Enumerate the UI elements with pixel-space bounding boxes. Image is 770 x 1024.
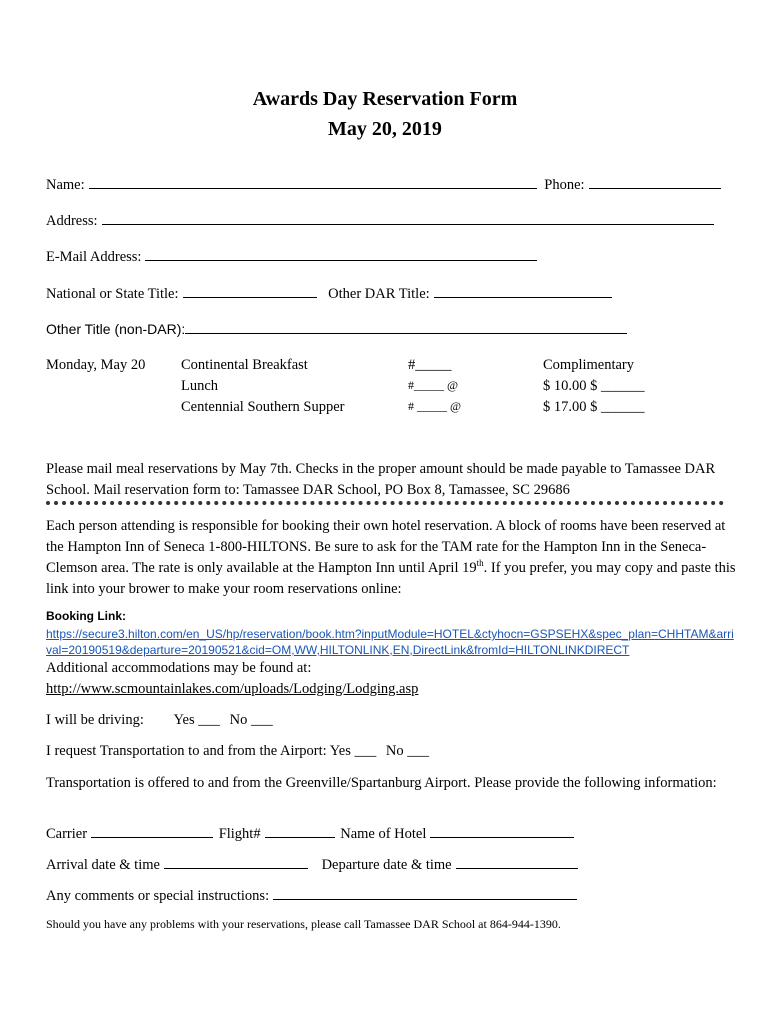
other-dar-title-field[interactable] bbox=[434, 285, 612, 298]
departure-label: Departure date & time bbox=[321, 857, 452, 873]
booking-link-label: Booking Link: bbox=[46, 609, 126, 623]
meal-price-supper[interactable]: $ 17.00 $ ______ bbox=[543, 399, 645, 415]
arrival-departure-row bbox=[46, 856, 578, 874]
other-title-label: Other Title (non-DAR): bbox=[46, 321, 186, 337]
hotel-name-field[interactable] bbox=[430, 825, 574, 838]
comments-field[interactable] bbox=[273, 887, 577, 900]
meal-name-supper: Centennial Southern Supper bbox=[181, 399, 345, 415]
address-row bbox=[46, 212, 714, 230]
email-row bbox=[46, 248, 537, 266]
name-phone-row bbox=[46, 176, 721, 194]
name-label: Name: bbox=[46, 177, 85, 193]
driving-no[interactable]: No ___ bbox=[229, 712, 273, 728]
national-title-label: National or State Title: bbox=[46, 286, 179, 302]
meal-count-supper[interactable]: # _____ @ bbox=[408, 399, 462, 413]
departure-field[interactable] bbox=[456, 856, 578, 869]
form-title: Awards Day Reservation Form bbox=[252, 88, 518, 110]
transport-request-no[interactable]: No ___ bbox=[385, 743, 429, 759]
titles-row bbox=[46, 285, 612, 303]
phone-label: Phone: bbox=[544, 177, 585, 193]
driving-yes[interactable]: Yes ___ bbox=[173, 712, 220, 728]
driving-label: I will be driving: bbox=[46, 712, 144, 728]
email-field[interactable] bbox=[145, 248, 537, 261]
transport-request-label[interactable]: I request Transportation to and from the Airport: Yes ___ bbox=[46, 743, 377, 759]
flight-row bbox=[46, 825, 574, 843]
arrival-label: Arrival date & time bbox=[46, 857, 160, 873]
arrival-field[interactable] bbox=[164, 856, 308, 869]
meal-day-label: Monday, May 20 bbox=[46, 357, 146, 373]
hotel-text-2: . If you prefer, you may copy and paste this link into your brower to make your room reservations online: bbox=[46, 560, 736, 597]
mail-notice: Please mail meal reservations by May 7th. Checks in the proper amount should be made payable to Tamassee DAR School. Mail reservation form to: Tamassee DAR School, PO Box 8, Tamassee, SC 29686 bbox=[46, 461, 716, 498]
other-title-field[interactable] bbox=[185, 321, 627, 334]
flight-number-label: Flight# bbox=[218, 826, 261, 842]
other-dar-title-label: Other DAR Title: bbox=[328, 286, 430, 302]
national-title-field[interactable] bbox=[183, 285, 317, 298]
hotel-paragraph bbox=[46, 516, 736, 600]
transport-info: Transportation is offered to and from the Greenville/Spartanburg Airport. Please provide the following information: bbox=[46, 775, 717, 791]
address-label: Address: bbox=[46, 213, 98, 229]
address-field[interactable] bbox=[102, 212, 714, 225]
meal-price-breakfast: Complimentary bbox=[543, 357, 635, 373]
hotel-text-sup: th bbox=[476, 558, 484, 569]
hotel-name-label: Name of Hotel bbox=[340, 826, 427, 842]
meal-price-lunch[interactable]: $ 10.00 $ ______ bbox=[543, 378, 645, 394]
name-field[interactable] bbox=[89, 176, 537, 189]
other-title-row bbox=[46, 321, 627, 337]
transport-request-row bbox=[46, 743, 429, 760]
hotel-text-1: Each person attending is responsible for booking their own hotel reservation. A block of rooms have been reserved at the Hampton Inn of Seneca 1-800-HILTONS. Be sure to ask for the TAM rate for the Hampton Inn in the Seneca-Clemson area. The rate is only available at the Hampton Inn until April 19 bbox=[46, 518, 726, 576]
driving-row bbox=[46, 712, 273, 729]
form-date: May 20, 2019 bbox=[328, 118, 442, 140]
additional-accommodations-label: Additional accommodations may be found at: bbox=[46, 660, 312, 676]
meal-count-lunch[interactable]: #_____ @ bbox=[408, 378, 459, 392]
meal-name-lunch: Lunch bbox=[181, 378, 219, 394]
flight-number-field[interactable] bbox=[265, 825, 335, 838]
phone-field[interactable] bbox=[589, 176, 721, 189]
meal-name-breakfast: Continental Breakfast bbox=[181, 357, 308, 373]
carrier-label: Carrier bbox=[46, 826, 88, 842]
carrier-field[interactable] bbox=[91, 825, 213, 838]
meal-count-breakfast[interactable]: #_____ bbox=[408, 357, 452, 373]
comments-label: Any comments or special instructions: bbox=[46, 888, 270, 904]
email-label: E-Mail Address: bbox=[46, 249, 142, 265]
dotted-divider bbox=[46, 501, 724, 505]
comments-row bbox=[46, 887, 577, 905]
booking-link[interactable]: https://secure3.hilton.com/en_US/hp/reservation/book.htm?inputModule=HOTEL&ctyhocn=GSPSEHX&spec_plan=CHHTAM&arrival=20190519&departure=20190521&cid=OM,WW,HILTONLINK,EN,DirectLink&fromId=HILTONLINKDIRECT bbox=[46, 627, 734, 657]
additional-accommodations-link[interactable]: http://www.scmountainlakes.com/uploads/Lodging/Lodging.asp bbox=[46, 681, 419, 697]
footer-note: Should you have any problems with your reservations, please call Tamassee DAR School at 864-944-1390. bbox=[46, 917, 561, 931]
